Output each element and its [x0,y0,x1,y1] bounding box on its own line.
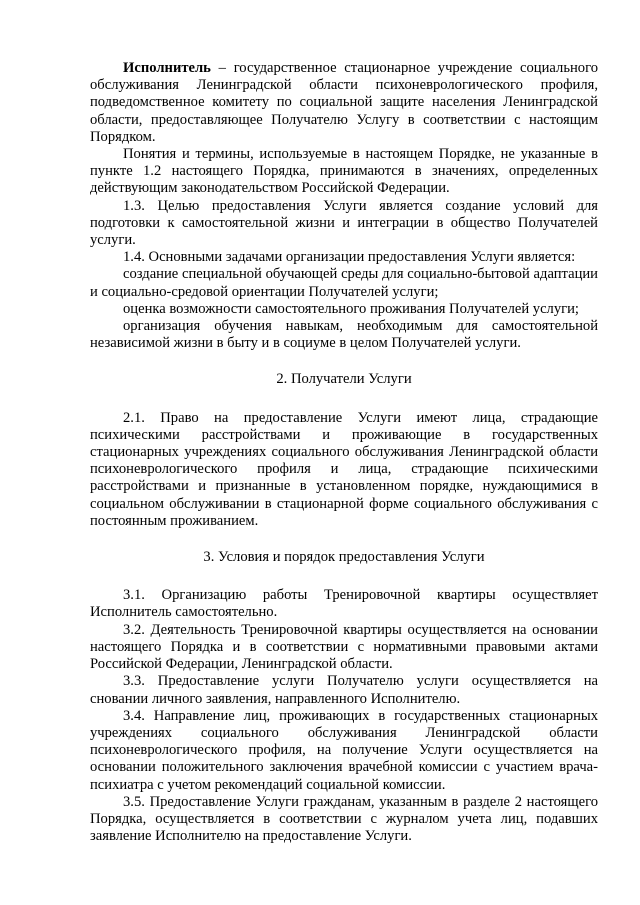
term-executor: Исполнитель [123,60,211,76]
paragraph-task-training: организация обучения навыкам, необходимым для самостоятельной независимой жизни в быту и в социуме в целом Получателей услуги. [90,318,598,352]
executor-definition-text: – государственное стационарное учреждение социального обслуживания Ленинградской области психоневрологического профиля, подведомственное комитету по социальной защите населения Ленинградской области, предоставляющее Получателю Услугу в соответствии с настоящим Порядком. [90,60,598,145]
paragraph-task-environment: создание специальной обучающей среды для социально-бытовой адаптации и социально-средовой ориентации Получателей услуги; [90,266,598,300]
paragraph-3-2: 3.2. Деятельность Тренировочной квартиры осуществляется на основании настоящего Порядка и в соответствии с нормативными правовыми актами Российской Федерации, Ленинградской области. [90,621,598,673]
section-2-heading: 2. Получатели Услуги [276,371,412,388]
paragraph-3-5: 3.5. Предоставление Услуги гражданам, указанным в разделе 2 настоящего Порядка, осуществляется в соответствии с журналом учета лиц, подавших заявление Исполнителю на предоставление Услуги. [90,793,598,845]
paragraph-1-3: 1.3. Целью предоставления Услуги является создание условий для подготовки к самостоятельной жизни и интеграции в общество Получателей услуги. [90,197,598,249]
paragraph-2-1: 2.1. Право на предоставление Услуги имеют лица, страдающие психическими расстройствами и проживающие в государственных стационарных учреждениях социального обслуживания Ленинградской области психоневрологического профиля и лица, страдающие психическими расстройствами и признанные в установленном порядке, нуждающимися в социальном обслуживании в стационарной форме социального обслуживания с постоянным проживанием. [90,409,598,529]
paragraph-1-4: 1.4. Основными задачами организации предоставления Услуги является: [123,249,576,266]
paragraph-task-assessment: оценка возможности самостоятельного проживания Получателей услуги; [123,300,579,317]
paragraph-3-3: 3.3. Предоставление услуги Получателю услуги осуществляется на сновании личного заявления, направленного Исполнителю. [90,673,598,707]
paragraph-executor-definition [90,60,598,146]
paragraph-3-1: 3.1. Организацию работы Тренировочной квартиры осуществляет Исполнитель самостоятельно. [90,587,598,621]
paragraph-3-4: 3.4. Направление лиц, проживающих в государственных стационарных учреждениях социального обслуживания Ленинградской области психоневрологического профиля, на получение Услуги осуществляется на основании положительного заключения врачебной комиссии с участием врача-психиатра с учетом рекомендаций социальной комиссии. [90,707,598,793]
section-3-heading: 3. Условия и порядок предоставления Услуги [203,549,485,566]
paragraph-terms: Понятия и термины, используемые в настоящем Порядке, не указанные в пункте 1.2 настоящего Порядка, принимаются в значениях, определенных действующим законодательством Российской Федерации. [90,146,598,197]
